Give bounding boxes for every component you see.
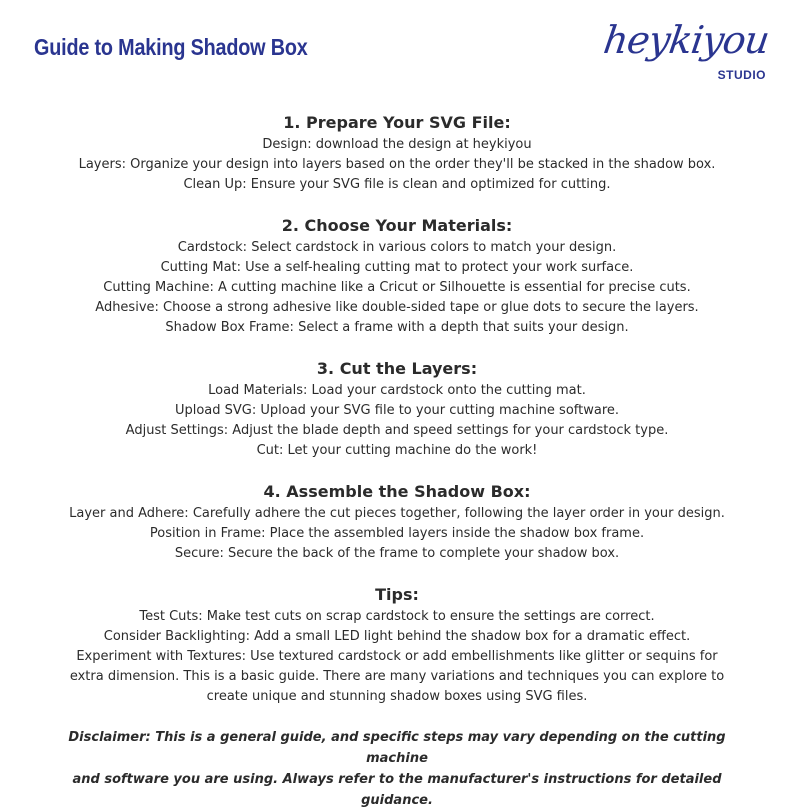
section-line: Experiment with Textures: Use textured cardstock or add embellishments like glitter or sequins for: [76, 649, 718, 664]
section-line: Load Materials: Load your cardstock onto the cutting mat.: [208, 383, 586, 398]
section-assemble: [40, 481, 754, 564]
disclaimer-line: Disclaimer: This is a general guide, and specific steps may vary depending on the cutting machine: [68, 730, 726, 766]
section-heading: 2. Choose Your Materials:: [281, 216, 513, 235]
section-line: Layers: Organize your design into layers based on the order they'll be stacked in the shadow box.: [78, 157, 716, 172]
logo-subtitle: STUDIO: [717, 68, 766, 82]
section-heading: 3. Cut the Layers:: [316, 359, 478, 378]
section-heading: Tips:: [375, 585, 419, 604]
section-line: create unique and stunning shadow boxes using SVG files.: [206, 689, 588, 704]
section-line: Position in Frame: Place the assembled layers inside the shadow box frame.: [149, 526, 645, 541]
page-title: Guide to Making Shadow Box: [34, 34, 308, 60]
disclaimer-line: and software you are using. Always refer to the manufacturer's instructions for detailed guidance.: [72, 772, 722, 808]
section-tips: [40, 584, 754, 707]
logo-wordmark: heykiyou: [600, 18, 772, 62]
section-line: Cardstock: Select cardstock in various colors to match your design.: [177, 240, 617, 255]
section-prepare-svg: [40, 112, 754, 195]
section-line: extra dimension. This is a basic guide. There are many variations and techniques you can explore to: [69, 669, 725, 684]
section-line: Adjust Settings: Adjust the blade depth and speed settings for your cardstock type.: [125, 423, 669, 438]
section-line: Cut: Let your cutting machine do the work!: [256, 443, 538, 458]
section-heading: 1. Prepare Your SVG File:: [283, 113, 511, 132]
section-line: Shadow Box Frame: Select a frame with a depth that suits your design.: [165, 320, 629, 335]
brand-logo: [600, 18, 772, 88]
disclaimer: [40, 727, 754, 811]
section-line: Secure: Secure the back of the frame to complete your shadow box.: [174, 546, 620, 561]
section-line: Clean Up: Ensure your SVG file is clean and optimized for cutting.: [183, 177, 611, 192]
section-line: Cutting Machine: A cutting machine like a Cricut or Silhouette is essential for precise cuts.: [103, 280, 691, 295]
section-cut-layers: [40, 358, 754, 461]
section-line: Design: download the design at heykiyou: [262, 137, 532, 152]
section-line: Consider Backlighting: Add a small LED light behind the shadow box for a dramatic effect.: [103, 629, 691, 644]
section-choose-materials: [40, 215, 754, 338]
section-line: Layer and Adhere: Carefully adhere the cut pieces together, following the layer order in your design.: [69, 506, 725, 521]
section-line: Test Cuts: Make test cuts on scrap cardstock to ensure the settings are correct.: [139, 609, 655, 624]
guide-content: [40, 112, 754, 811]
section-line: Upload SVG: Upload your SVG file to your cutting machine software.: [174, 403, 620, 418]
section-line: Cutting Mat: Use a self-healing cutting mat to protect your work surface.: [160, 260, 634, 275]
section-line: Adhesive: Choose a strong adhesive like double-sided tape or glue dots to secure the layers.: [95, 300, 699, 315]
section-heading: 4. Assemble the Shadow Box:: [263, 482, 531, 501]
